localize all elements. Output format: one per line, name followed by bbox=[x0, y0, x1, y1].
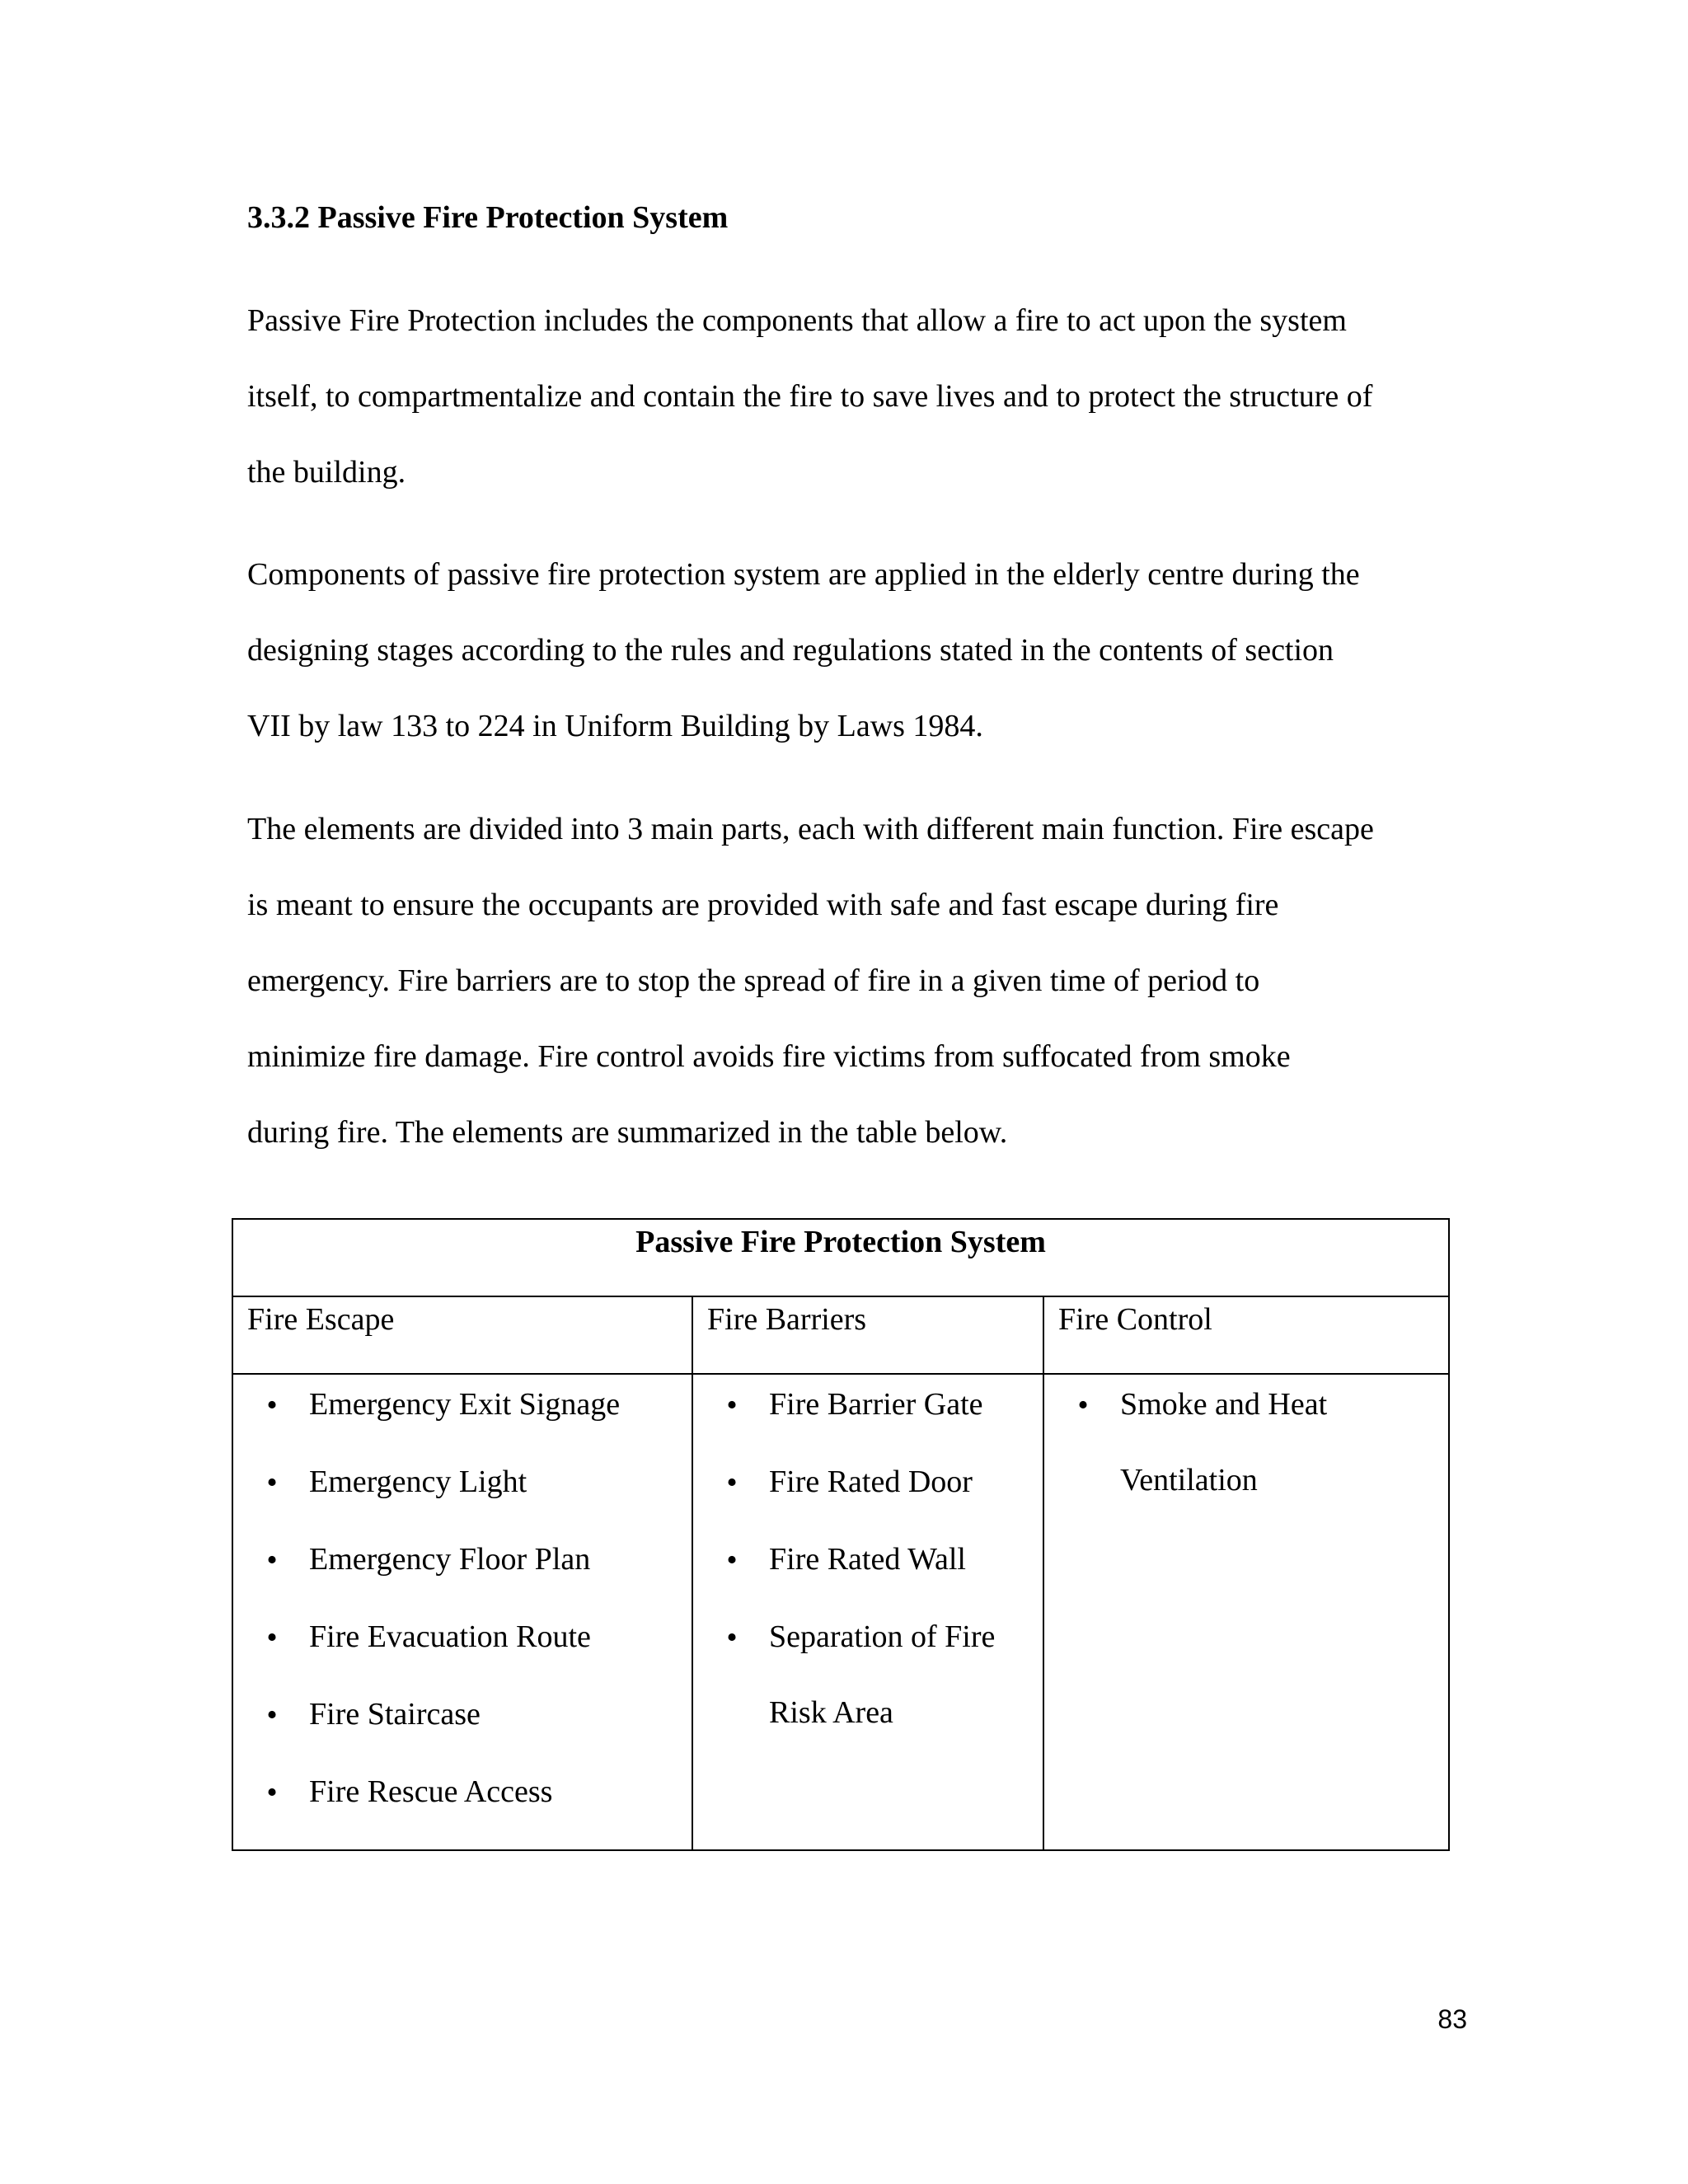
paragraph-line: during fire. The elements are summarized in the table below. bbox=[247, 1115, 1008, 1150]
list-item bbox=[233, 1676, 692, 1754]
list-item bbox=[233, 1444, 692, 1521]
fire-control-cell bbox=[1043, 1374, 1449, 1850]
list-item-text bbox=[309, 1521, 692, 1597]
list-item-text-line: Smoke and Heat bbox=[1120, 1387, 1328, 1422]
fire-barriers-list bbox=[693, 1366, 1043, 1750]
list-item-text bbox=[769, 1599, 1043, 1750]
paragraph-line: designing stages according to the rules and regulations stated in the contents of section bbox=[247, 633, 1334, 668]
bullet-icon: • bbox=[726, 1388, 738, 1422]
list-item bbox=[693, 1444, 1043, 1521]
bullet-icon: • bbox=[1077, 1388, 1089, 1422]
column-header-fire-barriers: Fire Barriers bbox=[692, 1296, 1043, 1374]
column-header-fire-control: Fire Control bbox=[1043, 1296, 1449, 1374]
bullet-icon: • bbox=[726, 1620, 738, 1655]
list-item-text bbox=[309, 1676, 692, 1752]
paragraph-line: VII by law 133 to 224 in Uniform Building by Laws 1984. bbox=[247, 709, 983, 743]
column-header-fire-escape: Fire Escape bbox=[232, 1296, 692, 1374]
list-item-text-line: Fire Barrier Gate bbox=[769, 1387, 983, 1422]
list-item-text-line: Separation of Fire bbox=[769, 1619, 996, 1654]
fire-control-list bbox=[1044, 1366, 1448, 1518]
list-item-text-line: Fire Evacuation Route bbox=[309, 1619, 591, 1654]
list-item bbox=[233, 1366, 692, 1444]
fire-escape-list bbox=[233, 1366, 692, 1831]
paragraph-passive-fire-protection-definition bbox=[247, 283, 1467, 510]
paragraph-line: minimize fire damage. Fire control avoids fire victims from suffocated from smoke bbox=[247, 1039, 1291, 1074]
bullet-icon: • bbox=[266, 1465, 278, 1500]
list-item-text-line: Risk Area bbox=[769, 1695, 893, 1730]
bullet-icon: • bbox=[266, 1620, 278, 1655]
list-item-text-line: Fire Staircase bbox=[309, 1697, 481, 1732]
list-item bbox=[233, 1599, 692, 1676]
paragraph-line: Components of passive fire protection system are applied in the elderly centre during the bbox=[247, 557, 1360, 592]
passive-fire-protection-table bbox=[232, 1218, 1450, 1851]
list-item bbox=[1044, 1366, 1448, 1518]
paragraph-line: Passive Fire Protection includes the components that allow a fire to act upon the system bbox=[247, 303, 1347, 338]
list-item-text-line: Emergency Exit Signage bbox=[309, 1387, 621, 1422]
paragraph-line: the building. bbox=[247, 455, 406, 490]
list-item bbox=[693, 1366, 1043, 1444]
table-title: Passive Fire Protection System bbox=[232, 1219, 1449, 1296]
list-item-text-line: Fire Rated Door bbox=[769, 1465, 973, 1499]
list-item-text bbox=[309, 1599, 692, 1675]
bullet-icon: • bbox=[266, 1698, 278, 1732]
paragraph-components-applied bbox=[247, 537, 1467, 764]
bullet-icon: • bbox=[266, 1775, 278, 1810]
list-item-text-line: Emergency Light bbox=[309, 1465, 528, 1499]
list-item-text bbox=[1120, 1366, 1448, 1518]
list-item-text bbox=[769, 1366, 1043, 1442]
bullet-icon: • bbox=[266, 1388, 278, 1422]
bullet-icon: • bbox=[726, 1543, 738, 1577]
list-item bbox=[233, 1521, 692, 1599]
list-item-text bbox=[309, 1444, 692, 1520]
list-item-text-line: Ventilation bbox=[1120, 1463, 1258, 1497]
paragraph-line: is meant to ensure the occupants are provided with safe and fast escape during fire bbox=[247, 888, 1279, 922]
fire-escape-cell bbox=[232, 1374, 692, 1850]
section-heading: 3.3.2 Passive Fire Protection System bbox=[247, 200, 729, 235]
list-item-text-line: Fire Rated Wall bbox=[769, 1542, 966, 1577]
list-item bbox=[693, 1599, 1043, 1750]
bullet-icon: • bbox=[266, 1543, 278, 1577]
list-item-text bbox=[769, 1521, 1043, 1597]
paragraph-elements-divided bbox=[247, 791, 1467, 1170]
list-item-text bbox=[769, 1444, 1043, 1520]
page-number: 83 bbox=[1437, 2004, 1467, 2034]
list-item-text-line: Fire Rescue Access bbox=[309, 1774, 553, 1809]
paragraph-line: The elements are divided into 3 main parts, each with different main function. Fire escape bbox=[247, 812, 1374, 846]
list-item bbox=[693, 1521, 1043, 1599]
list-item-text bbox=[309, 1366, 692, 1442]
list-item-text-line: Emergency Floor Plan bbox=[309, 1542, 591, 1577]
bullet-icon: • bbox=[726, 1465, 738, 1500]
list-item bbox=[233, 1754, 692, 1831]
paragraph-line: emergency. Fire barriers are to stop the spread of fire in a given time of period to bbox=[247, 963, 1260, 998]
fire-barriers-cell bbox=[692, 1374, 1043, 1850]
paragraph-line: itself, to compartmentalize and contain the fire to save lives and to protect the structure of bbox=[247, 379, 1373, 414]
list-item-text bbox=[309, 1754, 692, 1830]
